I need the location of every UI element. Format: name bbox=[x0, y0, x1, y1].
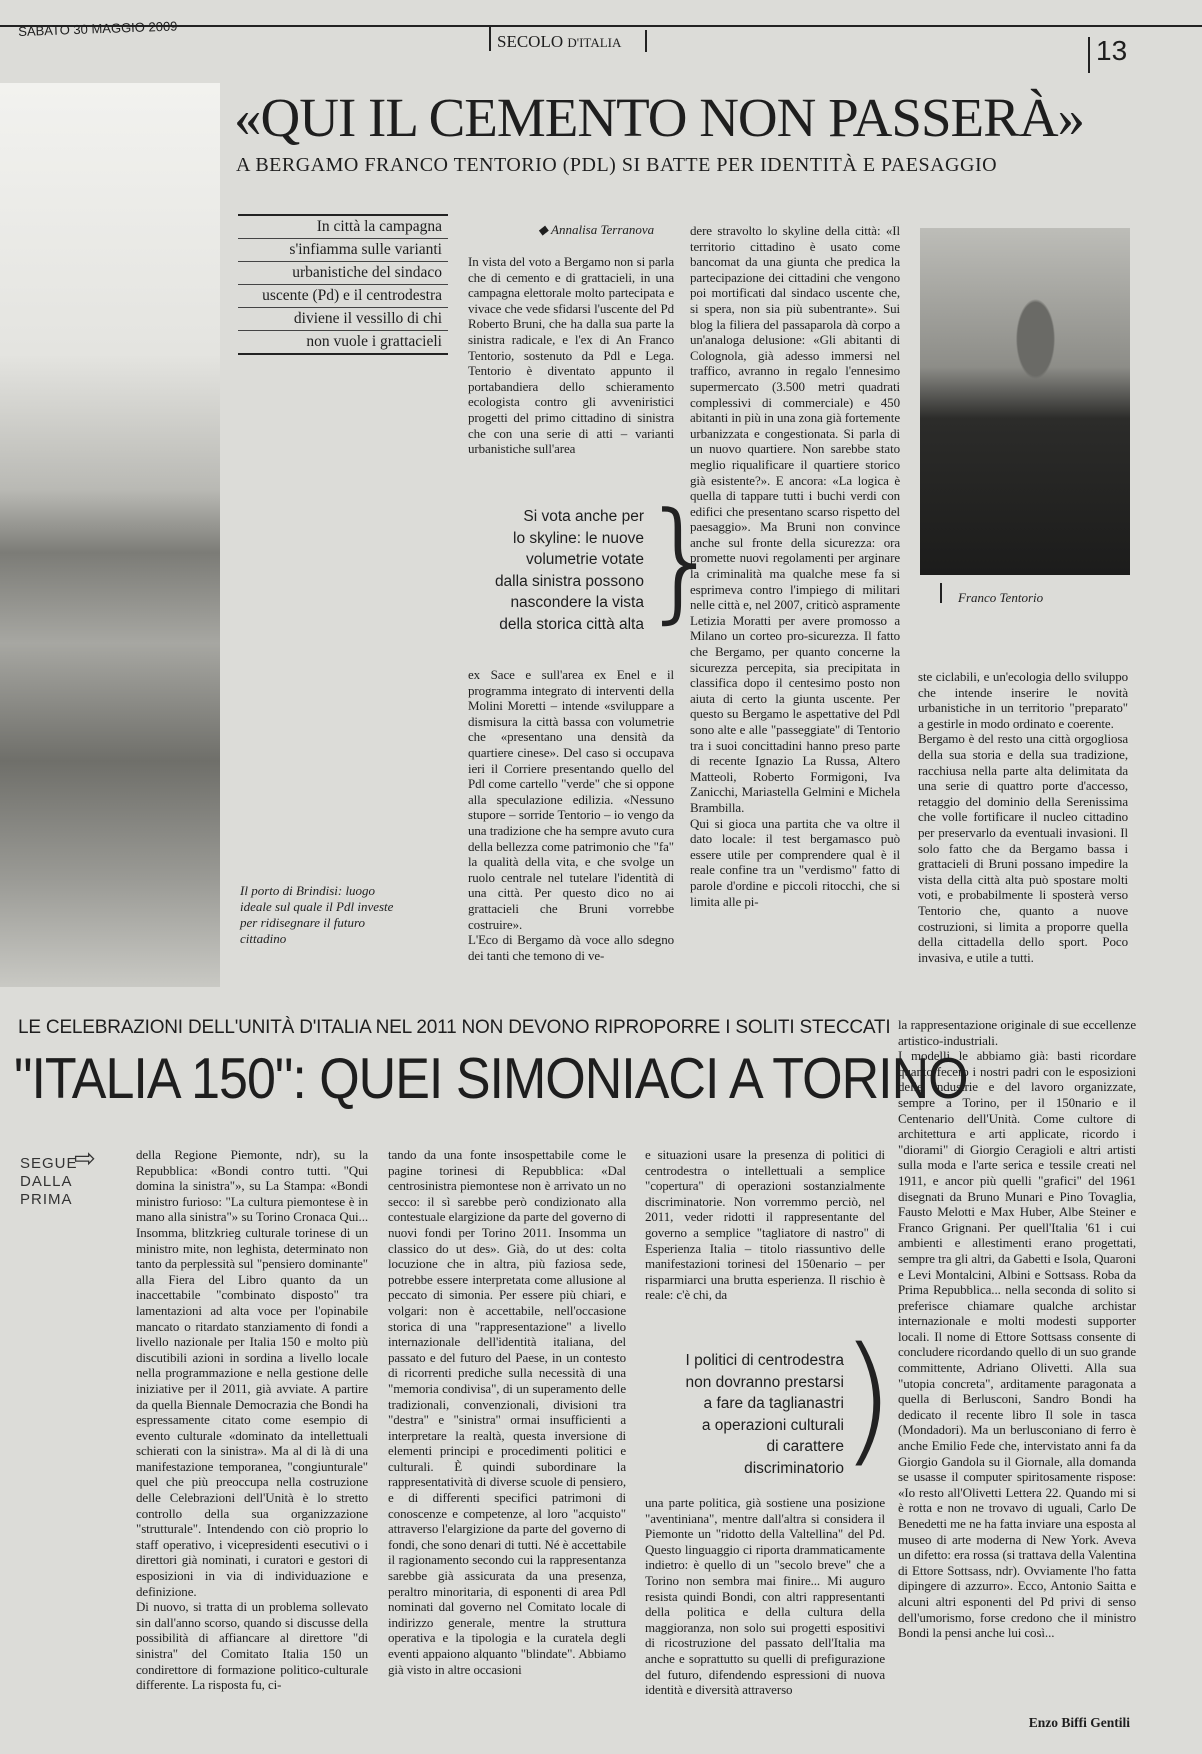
page-number-rule bbox=[1088, 37, 1090, 73]
byline-author: Annalisa Terranova bbox=[551, 222, 655, 237]
byline-bullet-icon: ◆ bbox=[538, 222, 552, 237]
header-divider-left bbox=[489, 25, 491, 51]
article2-kicker: LE CELEBRAZIONI DELL'UNITÀ D'ITALIA NEL 2011 NON DEVONO RIPROPORRE I SOLITI STECCATI bbox=[18, 1017, 891, 1038]
portrait-caption-rule bbox=[940, 583, 942, 603]
article1-column2: dere stravolto lo skyline della città: «Il territorio cittadino è usato come bancomat da una giunta che predica la partecipazione dei cittadini che vengono poi mortificati dal sindaco uscente che, si spera, non sia più subentrante». Sui blog la filiera del passaparola dà corpo a un'analoga delusione: «Gli abitanti di Colognola, già adesso immersi nel traffico, avranno in regalo l'ennesimo supermercato (3.500 metri quadrati complessivi di commerciale) e 450 abitanti in più in una zona già fortemente urbanizzata e congestionata. Si parla di un nuovo quartiere. Non sarebbe stato meglio riqualificare il quartiere storico già esistente?». E ancora: «La logica è quella di tappare tutti i buchi verdi con edifici che presentano scarso rispetto del paesaggio». Ma Bruni non convince anche sul fronte della sicurezza: ora promette nuovi regolamenti per arginare la criminalità ma qualche mese fa si esprimeva contro l'impiego di militari nelle città e, nel 2007, criticò aspramente Letizia Moratti per avere promosso a Milano un corteo pro-sicurezza. Il fatto che Bergamo, per quanto concerne la sicurezza percepita, sia precipitata in classifica dopo il centesimo posto non aiuta di certo la giunta uscente. Per questo su Bergamo le aspettative del Pdl sono alte e alle "passeggiate" di Tentorio tra i suoi concittadini hanno preso parte di recente Ignazio La Russa, Altero Matteoli, Roberto Formigoni, Iva Zanicchi, Mariastella Gelmini e Michela Brambilla. Qui si gioca una partita che va oltre il dato locale: il test bergamasco può essere utile per comprendere qual è il reale confine tra un "verdismo" fatto di parole d'ordine e piccoli ritocchi, che si limita alle pi- bbox=[690, 223, 900, 909]
article2-column3-top: e situazioni usare la presenza di politici di centrodestra o intellettuali a semplice "copertura" di operazioni sostanzialmente discriminatorie. Non vorremmo perciò, nel 2011, veder ridotti il rappresentante del governo a semplice "tagliatore di nastro" di Esperienza Italia – titolo riassuntivo delle manifestazioni torinesi del 150enario – per risparmiarci una brutta esperienza. Il rischio è reale: c'è chi, da bbox=[645, 1147, 885, 1303]
summary-line: s'infiamma sulle varianti bbox=[238, 239, 448, 262]
article2-headline: "ITALIA 150": QUEI SIMONIACI A TORINO bbox=[14, 1047, 968, 1112]
summary-line: In città la campagna bbox=[238, 216, 448, 239]
article1-headline: «QUI IL CEMENTO NON PASSERÀ» bbox=[234, 87, 1085, 148]
article2-author: Enzo Biffi Gentili bbox=[1028, 1715, 1130, 1730]
publication-title: SECOLO bbox=[497, 32, 564, 51]
pullquote-brace-icon: } bbox=[640, 484, 723, 636]
header-rule bbox=[0, 25, 1202, 27]
tentorio-portrait bbox=[920, 228, 1130, 575]
article2-pullquote: I politici di centrodestra non dovranno prestarsi a fare da taglianastri a operazioni culturali di carattere discriminatorio bbox=[685, 1352, 844, 1477]
summary-line: non vuole i grattacieli bbox=[238, 331, 448, 355]
publication-name bbox=[497, 32, 621, 52]
segue-label-text: SEGUE DALLA PRIMA bbox=[20, 1155, 78, 1208]
page-number: 13 bbox=[1096, 35, 1128, 66]
summary-line: urbanistiche del sindaco bbox=[238, 262, 448, 285]
header-date: SABATO 30 MAGGIO 2009 bbox=[18, 18, 178, 39]
article1-column3: ste ciclabili, e un'ecologia dello sviluppo che intende inserire le novità urbanistiche in un territorio "preparato" a gestirle in modo ordinato e coerente. Bergamo è del resto una città orgogliosa della sua storia e della sua tradizione, racchiusa nella parte alta delimitata da una serie di quattro porte d'accesso, retaggio del dominio della Serenissima che volle fortificare il nucleo cittadino per preservarlo da eventuali invasioni. Il solo fatto che da Bergamo bassa i grattacieli di Bruni possano impedire la vista della città alta può spostare molti voti, e probabilmente li sposterà verso Tentorio che, quanto a nuove costruzioni, si limita a proporre quella della cittadella dello sport. Poco invasiva, e utile a tutti. bbox=[918, 669, 1128, 965]
summary-line: uscente (Pd) e il centrodestra bbox=[238, 285, 448, 308]
article2-column3-bottom: una parte politica, già sostiene una posizione "aventiniana", mentre dall'altra si considera il Piemonte un "ridotto della Valtellina" del Pd. Questo linguaggio ci riporta drammaticamente indietro: è quello di un "secolo breve" che a Torino non sembra mai finire... Mi auguro resista quindi Bondi, con altri rappresentanti della politica e della cultura della maggioranza, non solo sui progetti espositivi di ricostruzione del passato dell'Italia ma anche e soprattutto su quelli di prefigurazione del futuro, difendendo espressioni di nuova identità e diversità attraverso bbox=[645, 1495, 885, 1698]
portrait-caption: Franco Tentorio bbox=[958, 590, 1044, 605]
article1-pullquote: Si vota anche per lo skyline: le nuove volumetrie votate dalla sinistra possono nascondere la vista della storica città alta bbox=[494, 508, 644, 633]
article1-subheadline: A BERGAMO FRANCO TENTORIO (PDL) SI BATTE PER IDENTITÀ E PAESAGGIO bbox=[236, 154, 998, 176]
article2-column2: tando da una fonte insospettabile come le pagine torinesi di Repubblica: «Dal centrosinistra piemontese non è arrivato un no secco: il sì sarebbe però condizionato alla contestuale elargizione da parte del governo di nuovi fondi per Torino 2011. Insomma un classico do ut des». Già, do ut des: colta locuzione che in altra, più faziosa sede, potrebbe essere interpretata come allusione al peccato di simonia. Per essere più chiari, e volgari: non è accettabile, nell'occasione storica di una "rappresentazione" a livello internazionale dell'identità italiana, del passato e del futuro del Paese, in un contesto di ricorrenti prediche sulla necessità di una "memoria condivisa", di un superamento delle tradizionali, convenzionali, divisioni tra "destra" e "sinistra" ormai insufficienti a interpretare la realtà, questa inversione di elementi principi e procedimenti politici e culturali. È quindi subordinare la rappresentatività di diverse scuole di pensiero, e di differenti specifici patrimoni di conoscenze e competenze, al loro "acquisto" attraverso l'elargizione da parte del governo di fondi, che sono denari di tutti. Né è accettabile il ragionamento secondo cui la rappresentanza sarebbe già assicurata da una presenza, peraltro minoritaria, di esponenti di area Pdl nominati dal governo nel Comitato locale di indirizzo generale, mentre la struttura operativa e la tipologia e la curatela degli eventi appaiono alquanto "blindate". Abbiamo già visto in altre occasioni bbox=[388, 1147, 626, 1677]
pullquote-parenthesis-icon: ) bbox=[840, 1318, 895, 1481]
header-divider-right bbox=[645, 30, 647, 52]
article2-column1: della Regione Piemonte, ndr), su la Repubblica: «Bondi contro tutti. "Qui domina la sinistra"», su La Stampa: «Bondi ministro furioso: "La cultura piemontese è in mano alla sinistra"» su Torino Cronaca Qui... Insomma, blitzkrieg culturale torinese di un ministro mite, non leghista, determinato non tanto da perplessità sul "pensiero dominante" alla Fiera del Libro quanto da un inaccettabile "combinato disposto" tra lamentazioni ad alta voce per l'opinabile mancato o ritardato stanziamento di fondi a livello nazionale per Italia 150 e molto più discutibili azioni in sordina a livello locale nella programmazione e nella gestione delle iniziative per il 2011, già avviate. A partire da quella Biennale Democrazia che Bondi ha espressamente citato come esempio di evento culturale «dominato da intellettuali schierati con la sinistra». Ma al di là di una manifestazione temporanea, "congiunturale" quel che più preoccupa nella costruzione delle Celebrazioni dell'Unità è lo stretto controllo della sua organizzazione "strutturale". Intendendo con ciò proprio lo staff operativo, i vicepresidenti esecutivi o i direttori già nominati, i curatori e gestori di esposizioni in via di individuazione e definizione. Di nuovo, si tratta di un problema sollevato sin dall'anno scorso, quando si discusse della possibilità di affiancare al direttore "di sinistra" del Comitato Italia 150 un condirettore di formazione politico-culturale differente. La risposta fu, ci- bbox=[136, 1147, 368, 1693]
harbor-photo bbox=[0, 83, 220, 987]
summary-line: diviene il vessillo di chi bbox=[238, 308, 448, 331]
article1-byline bbox=[538, 222, 654, 238]
publication-suffix: D'ITALIA bbox=[567, 35, 622, 50]
article2-column4: la rappresentazione originale di sue eccellenze artistico-industriali. I modelli le abbiamo già: basti ricordare quanto fecero i nostri padri con le esposizioni delle industrie e del lavoro organizzate, sempre a Torino, per il 150nario e il Centenario dell'Unità. Come cultore di architettura e arti applicate, ricordo i "diorami" di Giorgio Ceragioli e altri artisti sulla moda e l'arte serica e tessile creati nel 1911, e ancor più quelli "grafici" del 1961 disegnati da Bruno Munari e Pino Tovaglia, Fausto Melotti e Max Huber, Albe Steiner e Franco Grignani. Per quell'Italia '61 i cui ambienti e allestimenti erano progettati, sempre tra gli altri, da Gabetti e Isola, Quaroni e Levi Montalcini, Albini e Sottsass. Roba da Prima Repubblica... nella seconda di solito si preferisce chiamare qualche archistar internazionale e molti modesti supporter locali. Il nome di Ettore Sottsass consente di concludere ricordando quello di un suo grande committente, Adriano Olivetti. Alla sua "utopia concreta", arditamente paragonata a quella di Berlusconi, Sandro Bondi ha dedicato il recente libro Il sole in tasca (Mondadori). Ma un berlusconiano di ferro è anche Emilio Fede che, intervistato anni fa da Giorgio Gandola su il Giornale, alla domanda se usasse il computer spiritosamente rispose: «Io resto all'Olivetti Lettera 22. Quando mi si è rotta e non ne trovavo di uguali, Carlo De Benedetti me ne ha fatta inviare una esposta al museo di arte moderna di New York. Aveva un difetto: era rossa (si trattava della Valentina di Ettore Sottsass, ndr). Ovviamente l'ho fatta dipingere di azzurro». Ecco, Antonio Saitta e alcuni altri esponenti del Pd privi di senso dell'umorismo, forse credono che il ministro Bondi la pensi anche lui così... bbox=[898, 1017, 1136, 1641]
harbor-photo-caption: Il porto di Brindisi: luogo ideale sul quale il Pdl investe per ridisegnare il futuro cittadino bbox=[240, 883, 394, 946]
segue-dalla-prima-label bbox=[20, 1143, 97, 1209]
article1-summary bbox=[238, 214, 448, 355]
article1-column1-bottom: ex Sace e sull'area ex Enel e il programma integrato di interventi della Molini Moretti – intende «sviluppare a dismisura la città bassa con volumetrie che «presentano una densità da quartiere cinese». Del caso si occupava ieri il Corriere presentando quello del Pdl come cartello "verde" che si oppone alla speculazione edilizia. «Nessuno stupore – sorride Tentorio – io vengo da una tradizione che ha sempre avuto cura della bellezza come patrimonio che "fa" la qualità della vita, e che svolge un ruolo centrale nel tutelare l'identità di una città. Per questo dico no ai grattacieli che Bruni vorrebbe costruire». L'Eco di Bergamo dà voce allo sdegno dei tanti che temono di ve- bbox=[468, 667, 674, 963]
article1-column1-top: In vista del voto a Bergamo non si parla che di cemento e di grattacieli, in una campagna elettorale molto partecipata e vivace che vede sfidarsi l'uscente del Pd Roberto Bruni, che ha dalla sua parte la sinistra radicale, e l'ex di An Franco Tentorio, sostenuto da Pdl e Lega. Tentorio è diventato appunto il portabandiera dello schieramento ecologista contro gli avveniristici progetti del primo cittadino di sinistra che con una serie di atti – varianti urbanistiche sull'area bbox=[468, 254, 674, 457]
arrow-right-icon: ⇨ bbox=[74, 1143, 97, 1173]
